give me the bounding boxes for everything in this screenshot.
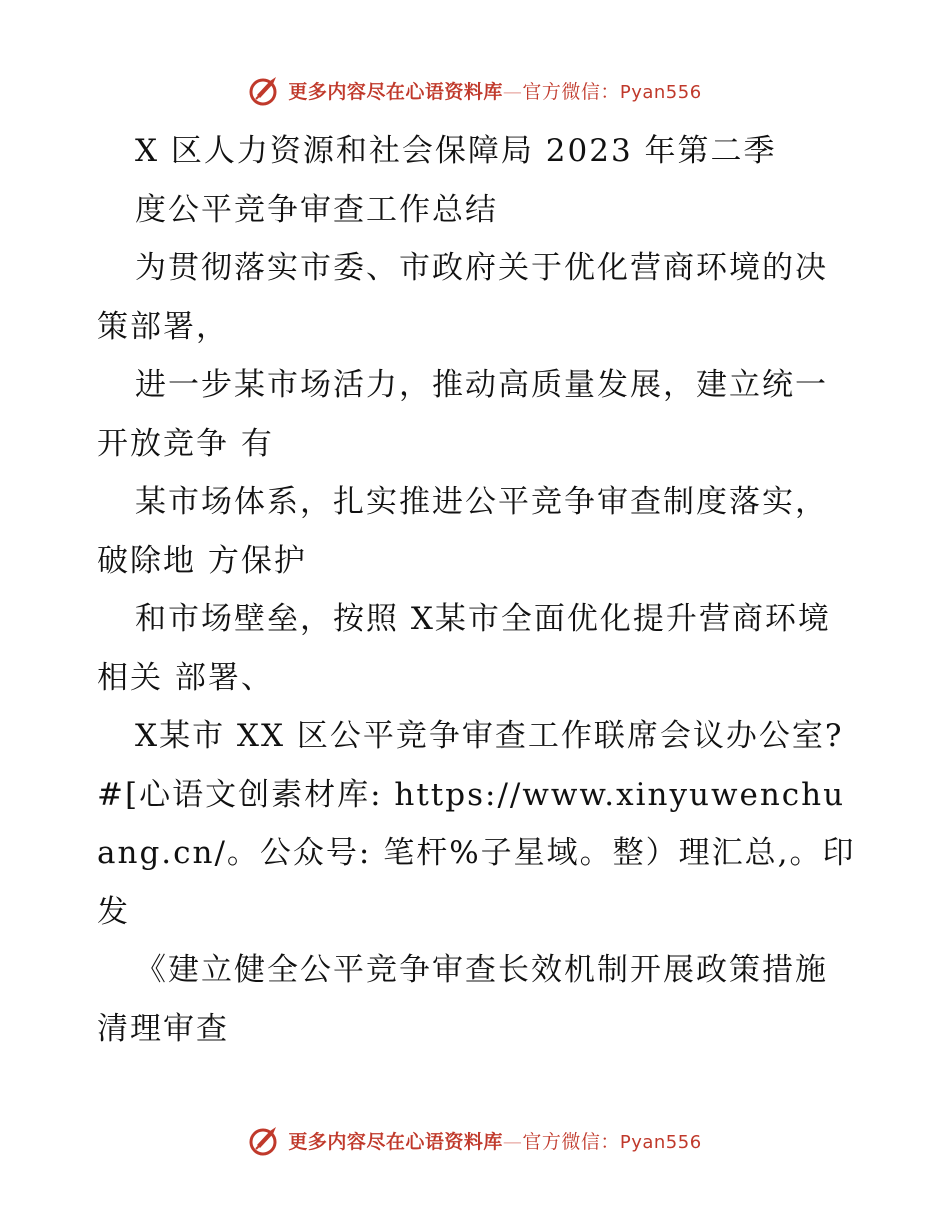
watermark-main-text: 更多内容尽在心语资料库: [288, 1130, 503, 1153]
paragraph: 进一步某市场活力，推动高质量发展，建立统一开放竞争 有: [97, 367, 828, 462]
watermark-dash: —: [502, 1130, 523, 1153]
quill-logo-icon: [248, 73, 282, 107]
watermark-sub-text: 官方微信：: [522, 80, 620, 103]
paragraph: X某市 XX 区公平竞争审查工作联席会议办公室?#[心语文创素材库: https://www.xinyuwenchuang.cn/。公众号: 笔杆%子星域。整）理汇总,。印发: [97, 718, 856, 930]
paragraph: 某市场体系，扎实推进公平竞争审查制度落实，破除地 方保护: [97, 484, 828, 579]
watermark-sub-text: 官方微信：: [522, 1130, 620, 1153]
document-title-line-1: X 区人力资源和社会保障局 2023 年第二季: [135, 133, 777, 169]
document-body: [97, 122, 857, 1058]
paragraph: 《建立健全公平竞争审查长效机制开展政策措施清理审查: [97, 952, 828, 1047]
watermark-dash: —: [502, 80, 523, 103]
quill-logo-icon: [248, 1123, 282, 1157]
watermark-id: Pyan556: [619, 81, 702, 103]
watermark-main-text: 更多内容尽在心语资料库: [288, 80, 503, 103]
document-title-line-2: 度公平竞争审查工作总结: [135, 191, 498, 228]
watermark-id: Pyan556: [619, 1131, 702, 1153]
watermark-header: [0, 70, 950, 110]
paragraph: 和市场壁垒，按照 X某市全面优化提升营商环境相关 部署、: [97, 601, 831, 696]
paragraph: 为贯彻落实市委、市政府关于优化营商环境的决策部署，: [97, 250, 828, 345]
watermark-footer: [0, 1120, 950, 1160]
